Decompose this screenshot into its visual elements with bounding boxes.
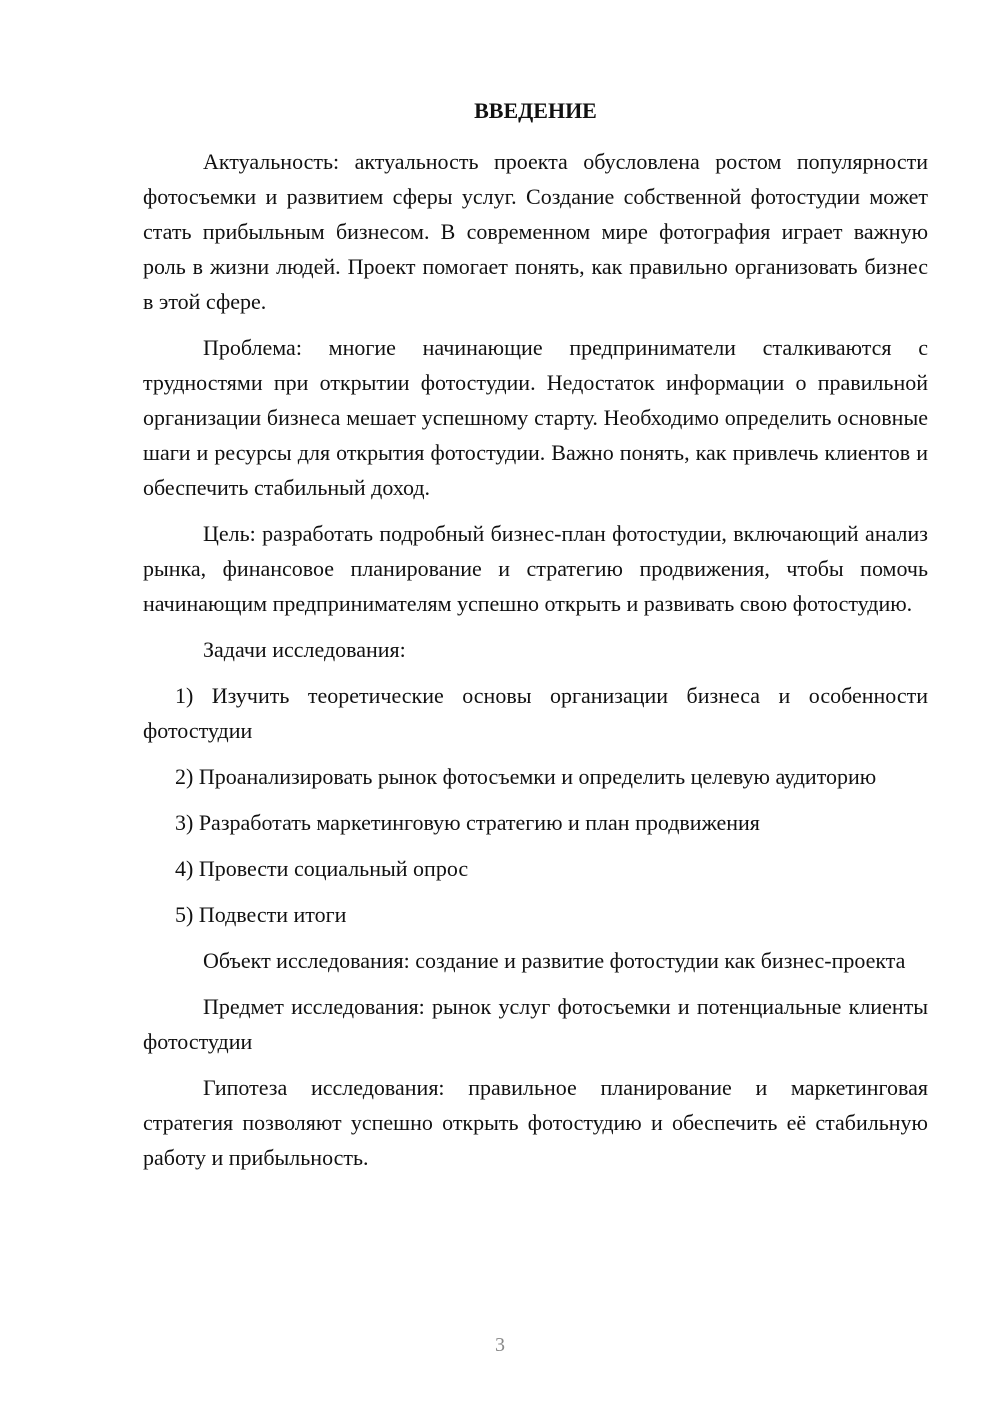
page-title: ВВЕДЕНИЕ	[474, 98, 597, 123]
task-item-3: 3) Разработать маркетинговую стратегию и план продвижения	[175, 810, 760, 835]
task-item-5: 5) Подвести итоги	[175, 902, 347, 927]
task-item-4: 4) Провести социальный опрос	[175, 856, 469, 881]
task-item-1: 1) Изучить теоретические основы организации бизнеса и особенности фотостудии	[143, 683, 928, 743]
tasks-heading: Задачи исследования:	[203, 637, 406, 662]
subject-paragraph: Предмет исследования: рынок услуг фотосъемки и потенциальные клиенты фотостудии	[143, 994, 928, 1054]
document-page	[143, 96, 928, 1186]
goal-paragraph: Цель: разработать подробный бизнес-план фотостудии, включающий анализ рынка, финансовое планирование и стратегию продвижения, чтобы помочь начинающим предпринимателям успешно открыть и развивать свою фотостудию.	[143, 521, 928, 616]
problem-paragraph: Проблема: многие начинающие предприниматели сталкиваются с трудностями при открытии фотостудии. Недостаток информации о правильной организации бизнеса мешает успешному старту. Необходимо определить основные шаги и ресурсы для открытия фотостудии. Важно понять, как привлечь клиентов и обеспечить стабильный доход.	[143, 335, 928, 500]
hypothesis-paragraph: Гипотеза исследования: правильное планирование и маркетинговая стратегия позволяют успешно открыть фотостудию и обеспечить её стабильную работу и прибыльность.	[143, 1075, 928, 1170]
object-paragraph: Объект исследования: создание и развитие фотостудии как бизнес-проекта	[203, 948, 906, 973]
relevance-paragraph: Актуальность: актуальность проекта обусловлена ростом популярности фотосъемки и развитием сферы услуг. Создание собственной фотостудии может стать прибыльным бизнесом. В современном мире фотография играет важную роль в жизни людей. Проект помогает понять, как правильно организовать бизнес в этой сфере.	[143, 149, 928, 314]
task-item-2: 2) Проанализировать рынок фотосъемки и определить целевую аудиторию	[175, 764, 877, 789]
page-number: 3	[495, 1334, 505, 1356]
